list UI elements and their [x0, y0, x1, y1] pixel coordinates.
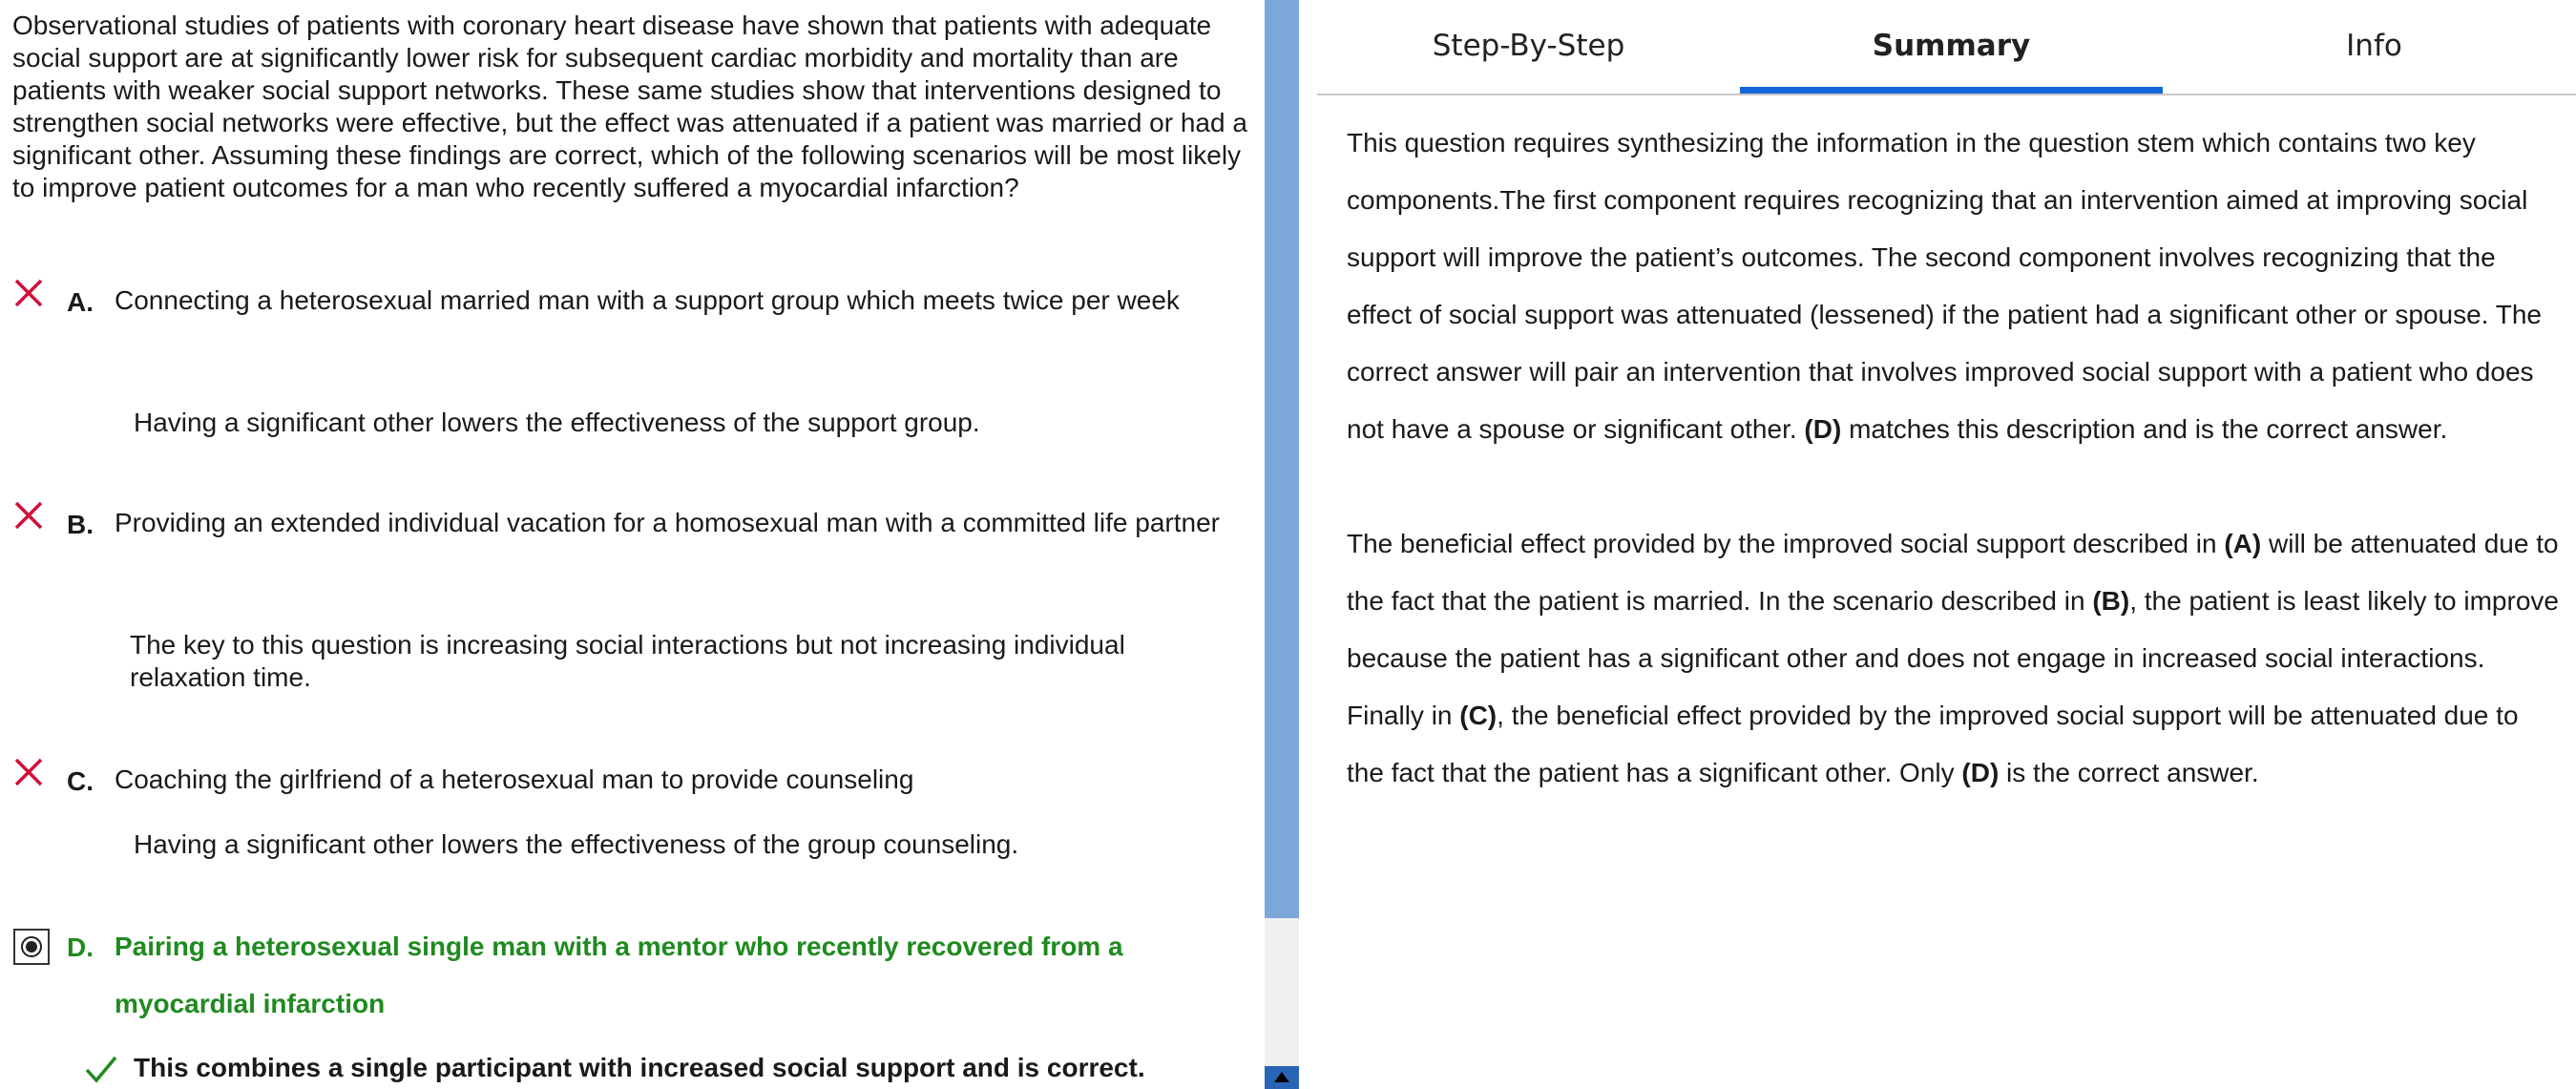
vertical-scrollbar[interactable]	[1265, 0, 1299, 1089]
x-icon	[11, 498, 46, 533]
scroll-up-arrow-icon[interactable]	[1265, 1066, 1299, 1089]
option-text: Providing an extended individual vacation for a homosexual man with a committed life partner	[115, 508, 1220, 537]
answer-option-b[interactable]	[0, 494, 1260, 695]
answer-option-a[interactable]	[0, 272, 1260, 444]
summary-content	[1347, 115, 2559, 802]
x-icon	[11, 755, 46, 789]
option-letter: D.	[67, 932, 94, 962]
option-letter: B.	[67, 510, 94, 539]
question-stem: Observational studies of patients with coronary heart disease have shown that patients with adequate social support are at significantly lower risk for subsequent cardiac morbidity and mortality than are patients with weaker social support networks. These same studies show that interventions designed to strengthen social networks were effective, but the effect was attenuated if a patient was married or had a significant other. Assuming these findings are correct, which of the following scenarios will be most likely to improve patient outcomes for a man who recently suffered a myocardial infarction?	[12, 10, 1247, 202]
summary-paragraph-1: This question requires synthesizing the information in the question stem which contains two key components.The first component requires recognizing that an intervention aimed at improving social support will improve the patient’s outcomes. The second component involves recognizing that the effect of social support was attenuated (lessened) if the patient had a significant other or spouse. The correct answer will pair an intervention that involves improved social support with a patient who does not have a spouse or significant other. (D) matches this description and is the correct answer.	[1347, 128, 2542, 444]
option-explanation: The key to this question is increasing social interactions but not increasing individual relaxation time.	[130, 630, 1125, 692]
answer-option-c[interactable]	[0, 751, 1260, 875]
radio-dot-icon	[26, 941, 37, 953]
explanation-pane	[1317, 0, 2576, 1089]
option-explanation: This combines a single participant with increased social support and is correct.	[134, 1053, 1145, 1082]
checkmark-icon	[84, 1052, 118, 1086]
option-text: Coaching the girlfriend of a heterosexual man to provide counseling	[115, 764, 914, 794]
selected-radio-button[interactable]	[13, 929, 50, 965]
summary-paragraph-2: The beneficial effect provided by the improved social support described in (A) will be attenuated due to the fact that the patient is married. In the scenario described in (B), the patient is least likely to improve because the patient has a significant other and does not engage in increased social interactions. Finally in (C), the beneficial effect provided by the improved social support will be attenuated due to the fact that the patient has a significant other. Only (D) is the correct answer.	[1347, 529, 2559, 787]
option-explanation: Having a significant other lowers the effectiveness of the support group.	[134, 408, 980, 437]
tab-summary[interactable]: Summary	[1872, 29, 2031, 63]
active-tab-indicator	[1740, 87, 2163, 94]
option-text: Pairing a heterosexual single man with a mentor who recently recovered from a myocardial infarction	[115, 932, 1123, 1018]
option-text: Connecting a heterosexual married man with a support group which meets twice per week	[115, 285, 1180, 315]
explanation-tabs	[1317, 0, 2576, 95]
option-explanation: Having a significant other lowers the effectiveness of the group counseling.	[134, 829, 1019, 859]
tab-step-by-step[interactable]: Step-By-Step	[1432, 29, 1625, 63]
question-pane	[0, 0, 1262, 1089]
answer-option-d[interactable]	[0, 918, 1260, 1089]
option-letter: A.	[67, 287, 94, 317]
scrollbar-thumb[interactable]	[1265, 0, 1299, 918]
x-icon	[11, 276, 46, 310]
tab-info[interactable]: Info	[2346, 29, 2402, 63]
option-letter: C.	[67, 766, 94, 796]
